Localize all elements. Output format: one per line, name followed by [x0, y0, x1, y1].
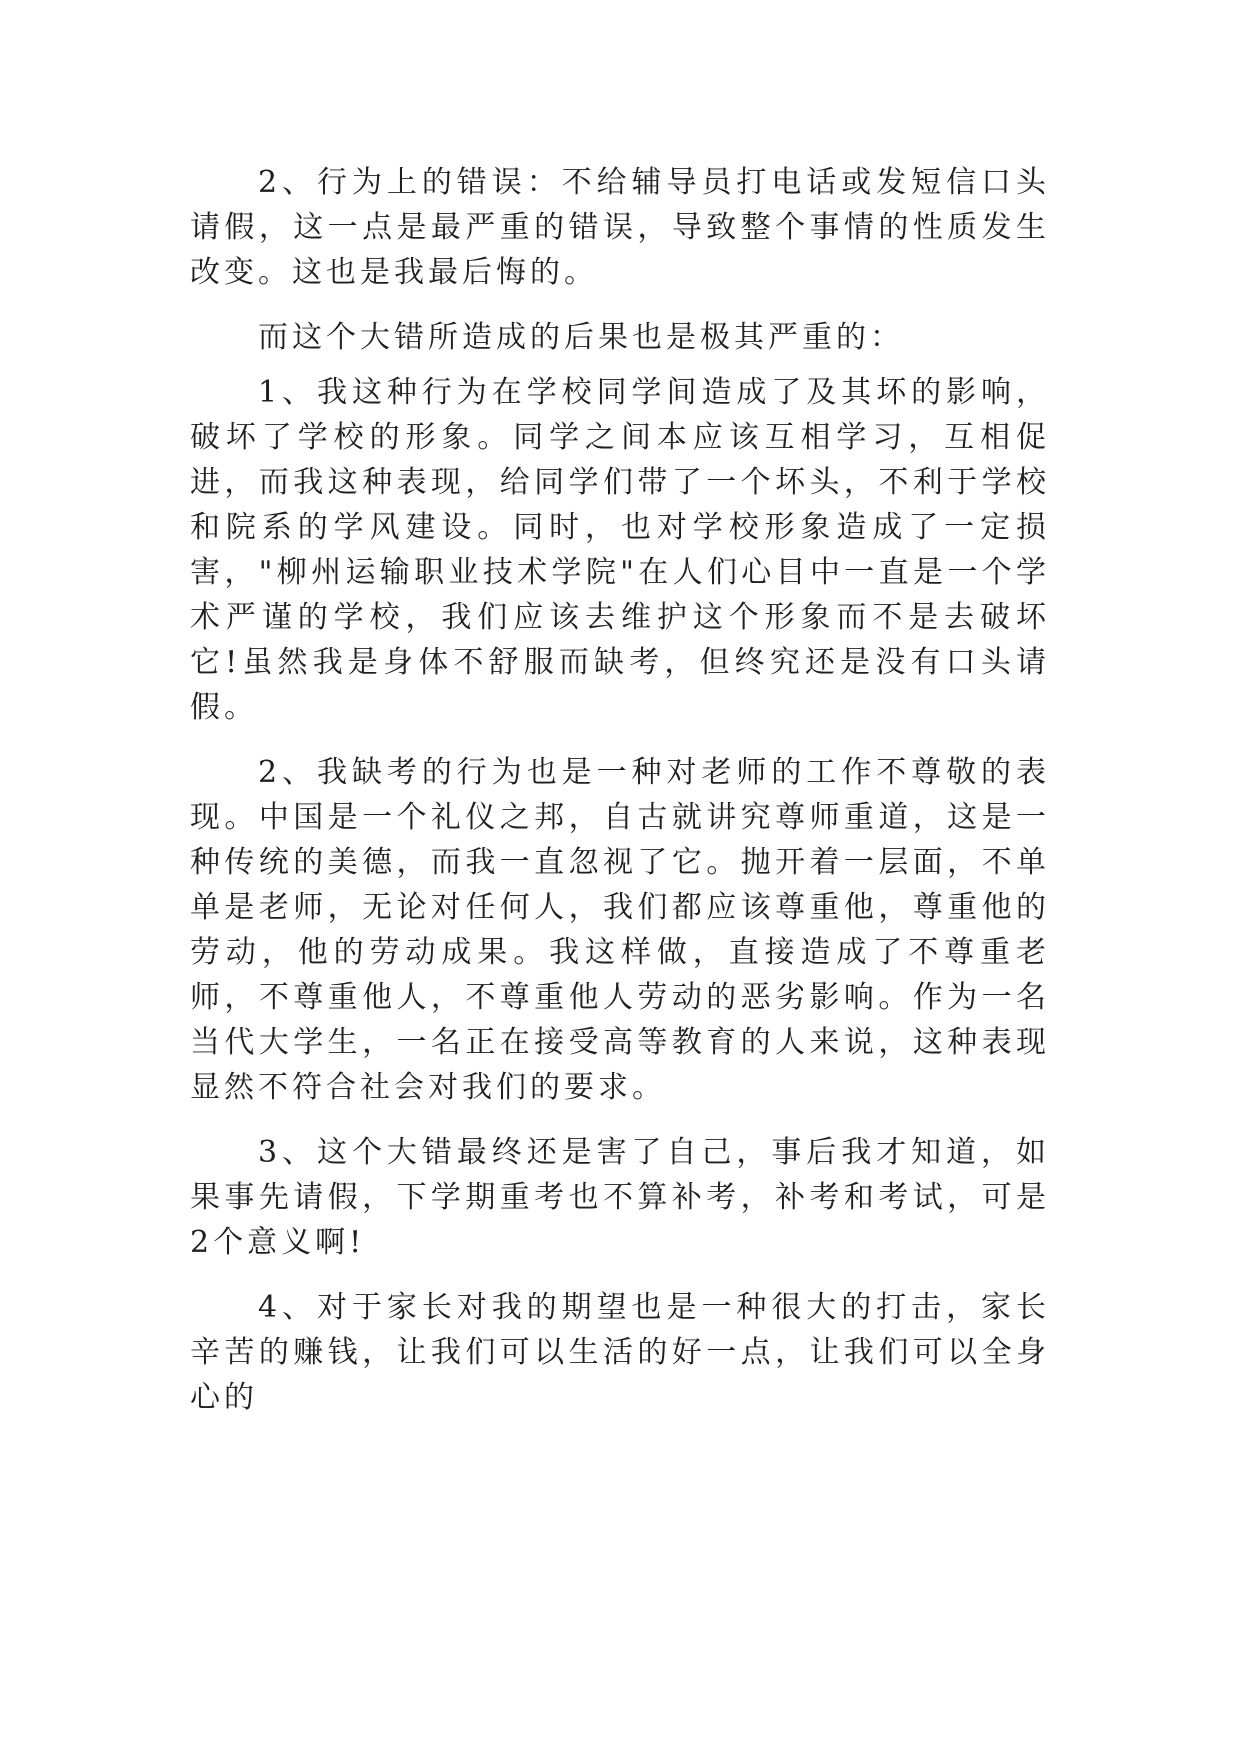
paragraph-consequence-school-image: 1、我这种行为在学校同学间造成了及其坏的影响，破坏了学校的形象。同学之间本应该互相学习，互相促进，而我这种表现，给同学们带了一个坏头，不利于学校和院系的学风建设。同时，也对学校形象造成了一定损害，"柳州运输职业技术学院"在人们心目中一直是一个学术严谨的学校，我们应该去维护这个形象而不是去破坏它!虽然我是身体不舒服而缺考，但终究还是没有口头请假。	[190, 375, 1050, 725]
paragraph-consequence-parents: 4、对于家长对我的期望也是一种很大的打击，家长辛苦的赚钱，让我们可以生活的好一点，让我们可以全身心的	[190, 1290, 1050, 1415]
paragraph-behavior-error: 2、行为上的错误：不给辅导员打电话或发短信口头请假，这一点是最严重的错误，导致整个事情的性质发生改变。这也是我最后悔的。	[190, 165, 1050, 290]
paragraph-consequences-intro: 而这个大错所造成的后果也是极其严重的：	[258, 320, 904, 355]
paragraph-consequence-teacher-respect: 2、我缺考的行为也是一种对老师的工作不尊敬的表现。中国是一个礼仪之邦，自古就讲究尊师重道，这是一种传统的美德，而我一直忽视了它。抛开着一层面，不单单是老师，无论对任何人，我们都应该尊重他，尊重他的劳动，他的劳动成果。我这样做，直接造成了不尊重老师，不尊重他人，不尊重他人劳动的恶劣影响。作为一名当代大学生，一名正在接受高等教育的人来说，这种表现显然不符合社会对我们的要求。	[190, 755, 1050, 1105]
paragraph-consequence-self: 3、这个大错最终还是害了自己，事后我才知道，如果事先请假，下学期重考也不算补考，补考和考试，可是2个意义啊!	[190, 1135, 1050, 1260]
document-body	[190, 160, 1050, 1440]
